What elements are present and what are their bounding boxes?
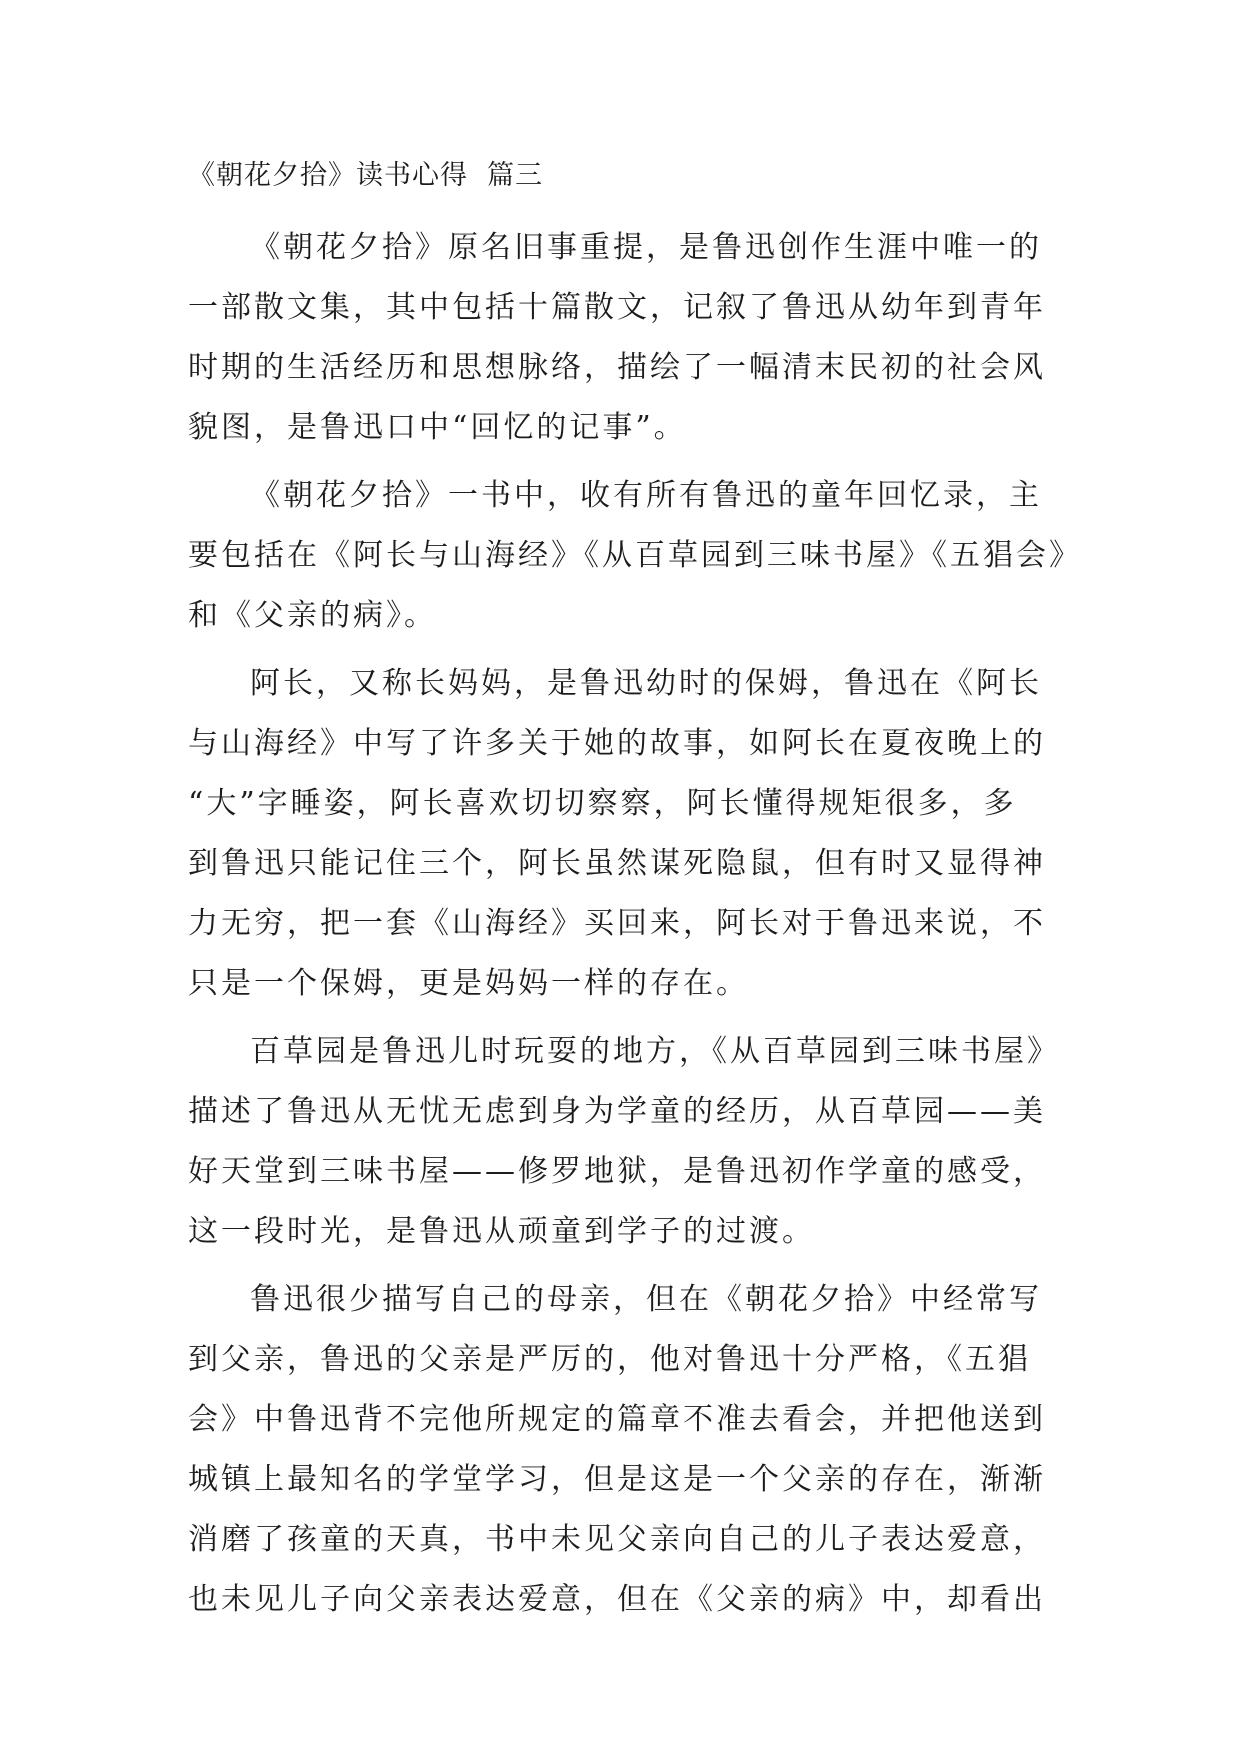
text-line: 城镇上最知名的学堂学习，但是这是一个父亲的存在，渐渐 — [188, 1462, 1046, 1497]
text-line: 会》中鲁迅背不完他所规定的篇章不准去看会，并把他送到 — [188, 1402, 1046, 1437]
paragraph-gap — [188, 458, 1064, 466]
text-line: 到鲁迅只能记住三个，阿长虽然谋死隐鼠，但有时又显得神 — [188, 846, 1046, 881]
text-line: 一部散文集，其中包括十篇散文，记叙了鲁迅从幼年到青年 — [188, 290, 1046, 325]
paragraph — [188, 466, 1082, 646]
text-line: 鲁迅很少描写自己的母亲，但在《朝花夕拾》中经常写 — [250, 1282, 1042, 1317]
document-body — [188, 218, 1082, 1630]
text-line: 只是一个保姆，更是妈妈一样的存在。 — [188, 966, 749, 1001]
text-line: 《朝花夕拾》原名旧事重提，是鲁迅创作生涯中唯一的 — [250, 230, 1042, 265]
text-line: 时期的生活经历和思想脉络，描绘了一幅清末民初的社会风 — [188, 350, 1046, 385]
text-line: 消磨了孩童的天真，书中未见父亲向自己的儿子表达爱意， — [188, 1522, 1046, 1557]
text-line: 力无穷，把一套《山海经》买回来，阿长对于鲁迅来说，不 — [188, 906, 1046, 941]
text-line: “大”字睡姿，阿长喜欢切切察察，阿长懂得规矩很多，多 — [188, 786, 1017, 821]
paragraph — [188, 654, 1064, 1014]
text-line: 百草园是鲁迅儿时玩耍的地方，《从百草园到三味书屋》 — [250, 1034, 1060, 1069]
text-line: 要包括在《阿长与山海经》《从百草园到三味书屋》《五猖会》 — [188, 538, 1082, 573]
text-line: 貌图，是鲁迅口中“回忆的记事”。 — [188, 410, 687, 445]
text-line: 和《父亲的病》。 — [188, 598, 437, 633]
paragraph-gap — [188, 1014, 1064, 1022]
paragraph — [188, 1022, 1064, 1262]
paragraph — [188, 1270, 1064, 1630]
paragraph — [188, 218, 1064, 458]
text-line: 好天堂到三味书屋——修罗地狱，是鲁迅初作学童的感受， — [188, 1154, 1046, 1189]
text-line: 阿长，又称长妈妈，是鲁迅幼时的保姆，鲁迅在《阿长 — [250, 666, 1042, 701]
paragraph-gap — [188, 646, 1064, 654]
text-line: 也未见儿子向父亲表达爱意，但在《父亲的病》中，却看出 — [188, 1582, 1046, 1617]
text-line: 《朝花夕拾》一书中，收有所有鲁迅的童年回忆录，主 — [250, 478, 1042, 513]
text-line: 到父亲，鲁迅的父亲是严厉的，他对鲁迅十分严格，《五猖 — [188, 1342, 1031, 1377]
text-line: 描述了鲁迅从无忧无虑到身为学童的经历，从百草园——美 — [188, 1094, 1046, 1129]
paragraph-gap — [188, 1262, 1064, 1270]
document-page — [188, 160, 1082, 1630]
document-title: 《朝花夕拾》读书心得 篇三 — [188, 160, 544, 191]
text-line: 这一段时光，是鲁迅从顽童到学子的过渡。 — [188, 1214, 815, 1249]
text-line: 与山海经》中写了许多关于她的故事，如阿长在夏夜晚上的 — [188, 726, 1046, 761]
